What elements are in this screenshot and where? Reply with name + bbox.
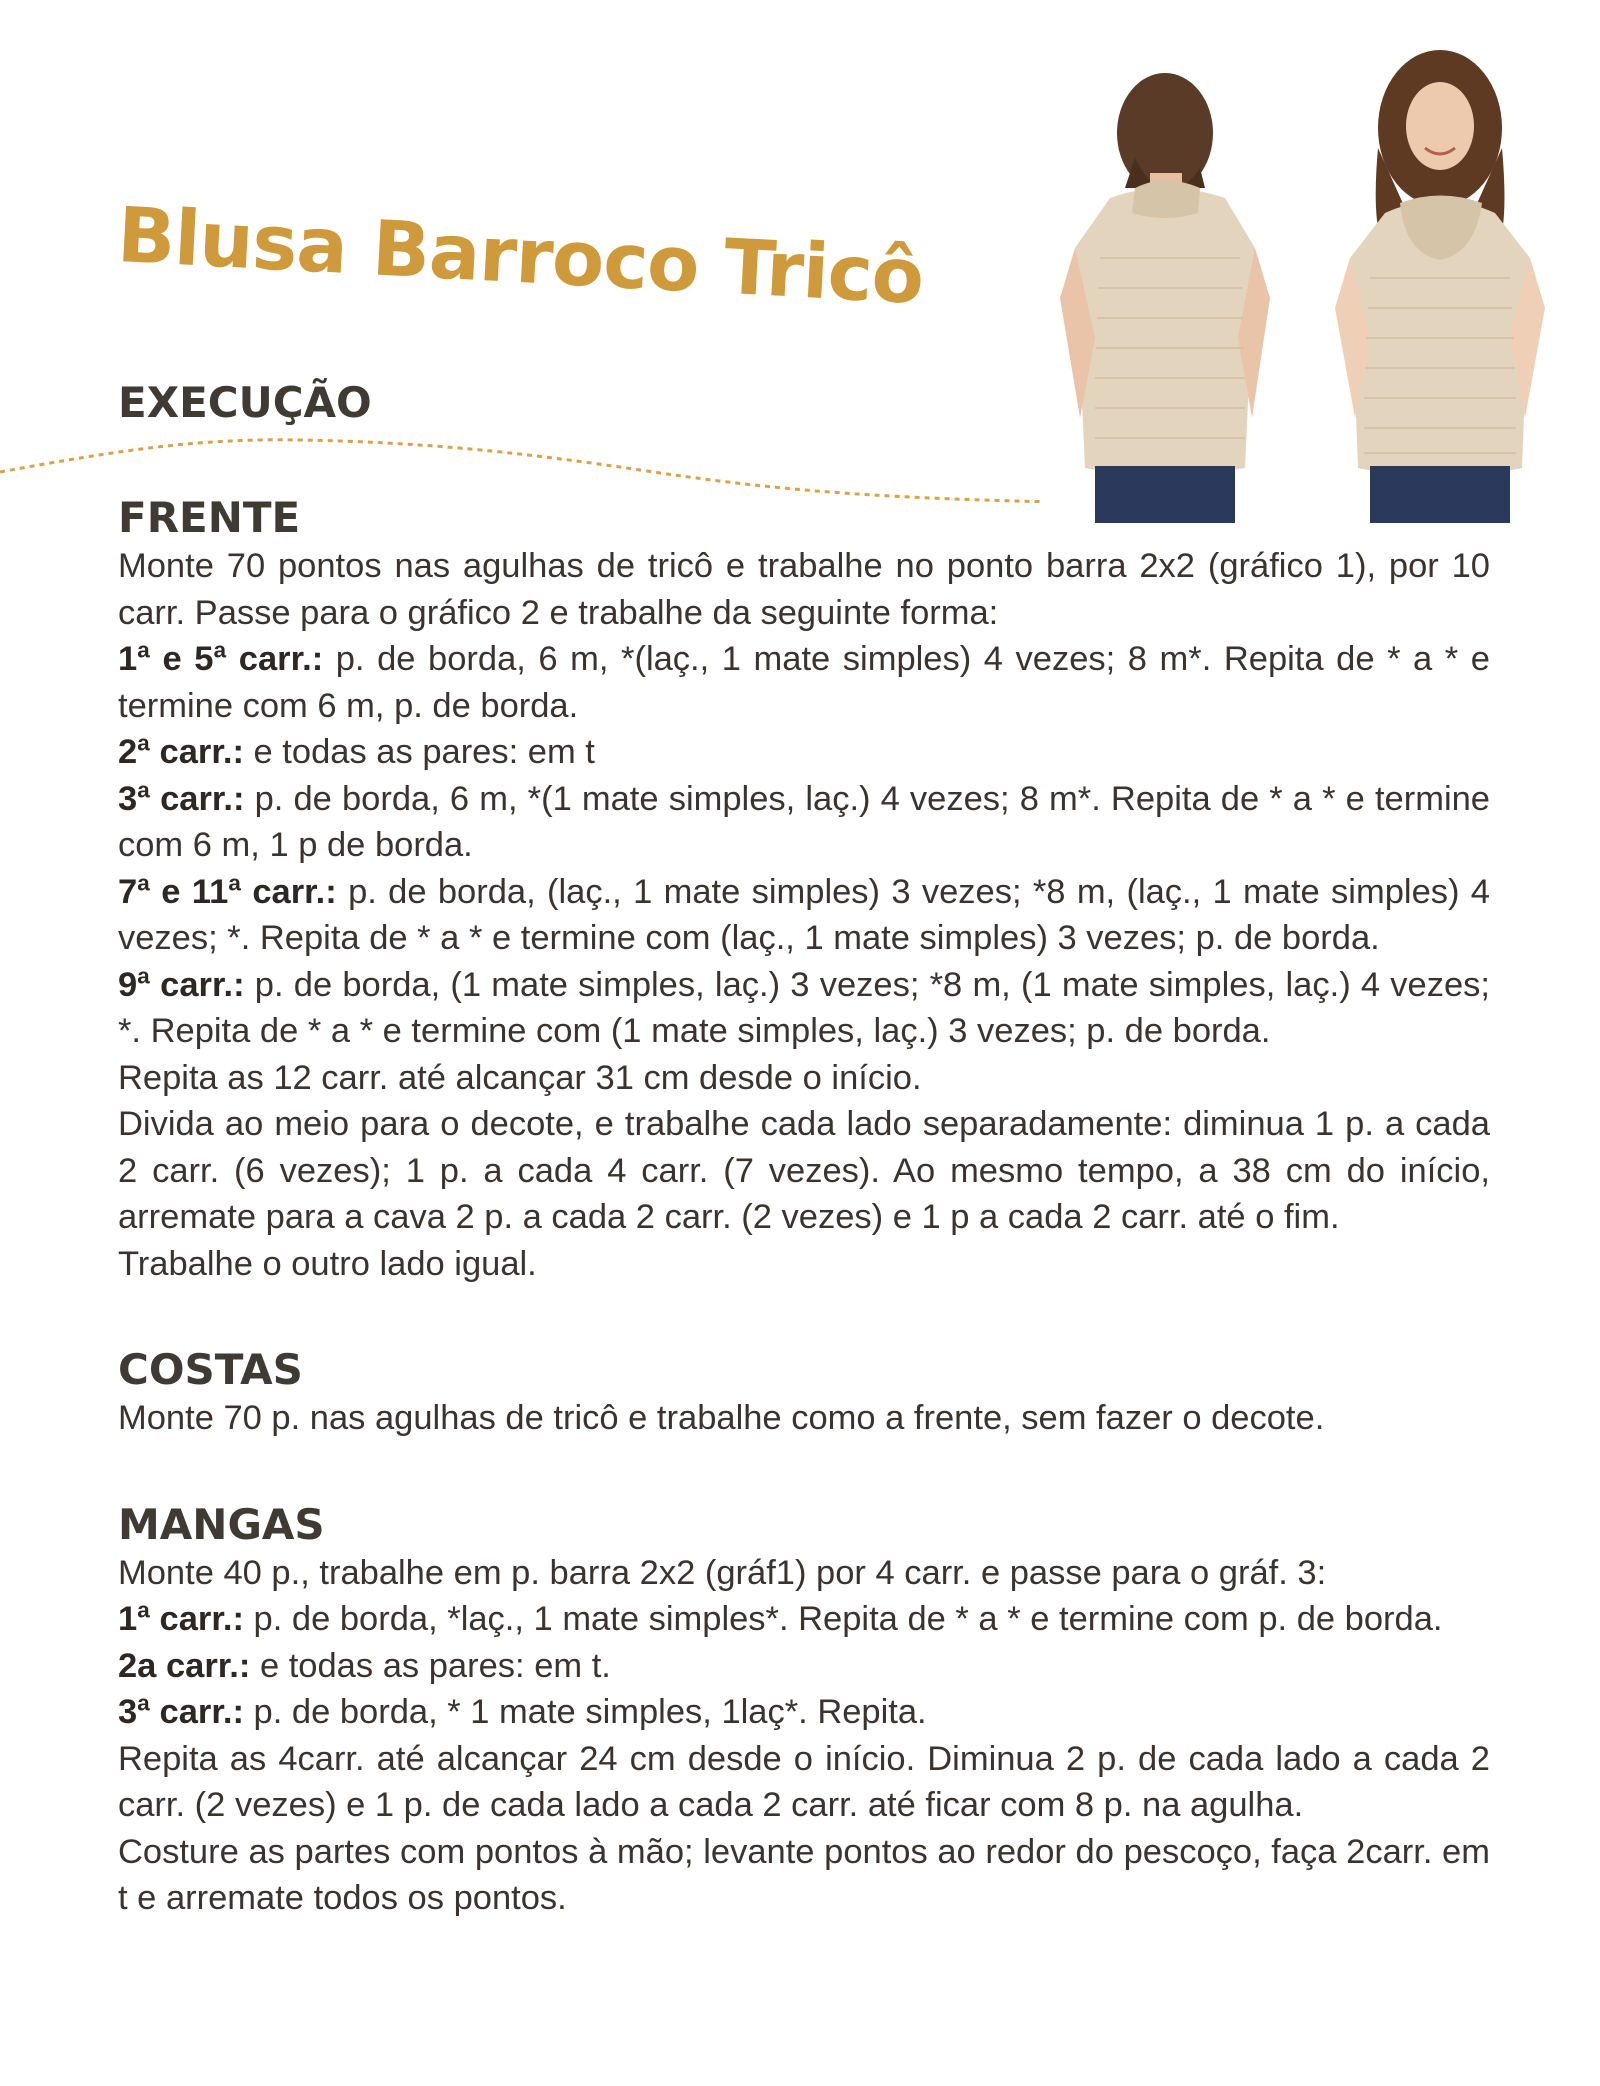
paragraph: Monte 40 p., trabalhe em p. barra 2x2 (gráf1) por 4 carr. e passe para o gráf. 3:	[118, 1553, 1327, 1592]
title-area	[0, 170, 1060, 360]
paragraph: Divida ao meio para o decote, e trabalhe cada lado separadamente: diminua 1 p. a cada 2 carr. (6 vezes); 1 p. a cada 4 carr. (7 vezes). Ao mesmo tempo, a 38 cm do início, arremate para a cava 2 p. a cada 2 carr. (2 vezes) e 1 p a cada 2 carr. até o fim.	[118, 1105, 1490, 1236]
paragraph: Costure as partes com pontos à mão; levante pontos ao redor do pescoço, faça 2carr. em t e arremate todos os pontos.	[118, 1832, 1490, 1917]
paragraph: Monte 70 p. nas agulhas de tricô e trabalhe como a frente, sem fazer o decote.	[118, 1399, 1325, 1437]
row-instruction	[118, 869, 1490, 962]
row-label: 1ª e 5ª carr.:	[118, 640, 324, 678]
row-label: 3ª carr.:	[118, 779, 245, 818]
row-instruction	[118, 1689, 1490, 1736]
section-title: FRENTE	[118, 493, 301, 542]
section-frente	[118, 493, 1490, 1287]
row-text: p. de borda, * 1 mate simples, 1laç*. Repita.	[243, 1693, 927, 1731]
section-costas	[118, 1345, 1490, 1442]
row-instruction	[118, 636, 1490, 729]
row-instruction	[118, 962, 1490, 1055]
row-text: p. de borda, (laç., 1 mate simples) 3 vezes; *8 m, (laç., 1 mate simples) 4 vezes; *. Repita de * a * e termine com (laç., 1 mate simples) 3 vezes; p. de borda.	[118, 872, 1490, 957]
row-text: p. de borda, *laç., 1 mate simples*. Repita de * a * e termine com p. de borda.	[243, 1600, 1443, 1638]
page-title: Blusa Barroco Tricô	[115, 190, 926, 322]
row-label: 1ª carr.:	[118, 1600, 244, 1638]
row-instruction	[118, 776, 1490, 869]
paragraph: Monte 70 pontos nas agulhas de tricô e trabalhe no ponto barra 2x2 (gráfico 1), por 10 carr. Passe para o gráfico 2 e trabalhe da seguinte forma:	[118, 547, 1490, 632]
row-instruction	[118, 1596, 1490, 1643]
row-label: 9ª carr.:	[118, 965, 245, 1004]
section-title: MANGAS	[118, 1499, 325, 1549]
section-title: COSTAS	[118, 1345, 303, 1394]
row-instruction	[118, 729, 1490, 776]
row-text: p. de borda, 6 m, *(laç., 1 mate simples) 4 vezes; 8 m*. Repita de * a * e termine com 6 m, p. de borda.	[118, 640, 1490, 725]
instructions	[118, 378, 1490, 1980]
row-text: p. de borda, (1 mate simples, laç.) 3 vezes; *8 m, (1 mate simples, laç.) 4 vezes; *. Repita de * a * e termine com (1 mate simples, laç.) 3 vezes; p. de borda.	[118, 965, 1490, 1050]
paragraph: Repita as 12 carr. até alcançar 31 cm desde o início.	[118, 1058, 922, 1097]
row-label: 3ª carr.:	[118, 1693, 244, 1731]
paragraph: Repita as 4carr. até alcançar 24 cm desde o início. Diminua 2 p. de cada lado a cada 2 carr. (2 vezes) e 1 p. de cada lado a cada 2 carr. até ficar com 8 p. na agulha.	[118, 1739, 1490, 1824]
row-label: 2ª carr.:	[118, 733, 244, 771]
row-text: e todas as pares: em t	[243, 733, 595, 771]
row-text: p. de borda, 6 m, *(1 mate simples, laç.) 4 vezes; 8 m*. Repita de * a * e termine com 6 m, 1 p de borda.	[118, 779, 1490, 864]
row-instruction	[118, 1643, 1490, 1690]
row-label: 2a carr.:	[118, 1646, 251, 1685]
row-label: 7ª e 11ª carr.:	[118, 872, 337, 911]
execution-heading: EXECUÇÃO	[118, 378, 372, 427]
row-text: e todas as pares: em t.	[250, 1646, 611, 1685]
paragraph: Trabalhe o outro lado igual.	[118, 1244, 537, 1283]
section-mangas	[118, 1500, 1490, 1922]
